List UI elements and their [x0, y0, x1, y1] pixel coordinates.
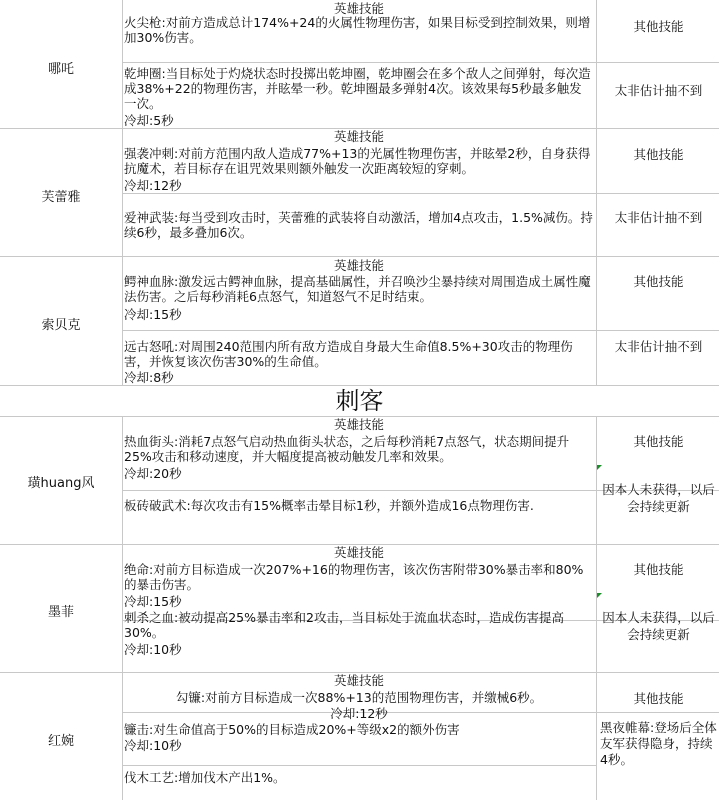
- skill-description: 乾坤圈:当目标处于灼烧状态时投掷出乾坤圈，乾坤圈会在多个敌人之间弹射，每次造成38%+22的物理伤害，并眩晕一秒。乾坤圈最多弹射4次。该效果每5秒最多触发一次。: [124, 66, 591, 111]
- skill-header: 英雄技能: [333, 673, 384, 688]
- skill-header: 英雄技能: [333, 417, 384, 432]
- skill-description: 刺杀之血:被动提高25%暴击率和2攻击，当目标处于流血状态时，造成伤害提高30%。: [124, 610, 564, 640]
- cooldown-text: 冷却:8秒: [124, 370, 174, 385]
- skill-header: 英雄技能: [333, 545, 384, 560]
- skill-description: 板砖破武术:每次攻击有15%概率击晕目标1秒，并额外造成16点物理伤害.: [124, 498, 534, 513]
- note-comment: 太非估计抽不到: [614, 83, 703, 98]
- skill-description: 热血街头:消耗7点怒气启动热血街头状态，之后每秒消耗7点怒气，状态期间提升25%攻击和移动速度，并大幅度提高被动触发几率和效果。: [124, 434, 570, 464]
- hero-name: 红婉: [47, 734, 74, 749]
- cooldown-text: 冷却:10秒: [124, 642, 182, 657]
- note-comment: 因本人未获得，以后会持续更新: [602, 482, 715, 514]
- skill-description: 远古怒吼:对周围240范围内所有敌方造成自身最大生命值8.5%+30攻击的物理伤害，并恢复该次伤害30%的生命值。: [124, 339, 573, 369]
- hero-name: 芙蕾雅: [41, 190, 81, 205]
- skill-header: 英雄技能: [333, 1, 384, 16]
- note-other-skills: 其他技能: [633, 434, 684, 449]
- hero-name: 墨菲: [47, 605, 74, 620]
- skill-description: 火尖枪:对前方造成总计174%+24的火属性物理伤害，如果目标受到控制效果，则增加30%伤害。: [124, 15, 591, 45]
- skill-description: 镰击:对生命值高于50%的目标造成20%+等级x2的额外伤害: [124, 722, 460, 737]
- cooldown-text: 冷却:5秒: [124, 113, 174, 128]
- note-other-skills: 其他技能: [633, 147, 684, 162]
- skill-description: 鳄神血脉:激发远古鳄神血脉，提高基础属性，并召唤沙尘暴持续对周围造成土属性魔法伤害。之后每秒消耗6点怒气，知道怒气不足时结束。: [124, 274, 591, 304]
- skill-description: 爱神武装:每当受到攻击时，芙蕾雅的武装将自动激活，增加4点攻击，1.5%减伤。持续6秒，最多叠加6次。: [124, 210, 593, 240]
- comment-marker-icon: [597, 593, 602, 598]
- hero-name: 璜huang风: [27, 476, 95, 491]
- skill-description: 强袭冲刺:对前方范围内敌人造成77%+13的光属性物理伤害，并眩晕2秒，自身获得抗魔术，若目标存在诅咒效果则额外触发一次距离较短的穿刺。: [124, 146, 591, 176]
- section-header: 刺客: [335, 387, 384, 415]
- hero-name: 哪吒: [47, 62, 74, 77]
- grid-line: [122, 416, 123, 800]
- note-other-skills: 其他技能: [633, 562, 684, 577]
- cooldown-text: 冷却:15秒: [124, 307, 182, 322]
- skill-description: 绝命:对前方目标造成一次207%+16的物理伤害，该次伤害附带30%暴击率和80%的暴击伤害。: [124, 562, 584, 592]
- cooldown-text: 冷却:12秒: [330, 706, 388, 721]
- skill-description: 勾镰:对前方目标造成一次88%+13的范围物理伤害，并缴械6秒。: [175, 690, 543, 705]
- cooldown-text: 冷却:15秒: [124, 594, 182, 609]
- comment-marker-icon: [597, 465, 602, 470]
- hero-name: 索贝克: [41, 318, 81, 333]
- cooldown-text: 冷却:12秒: [124, 178, 182, 193]
- skill-header: 英雄技能: [333, 129, 384, 144]
- grid-line: [122, 193, 719, 194]
- grid-line: [122, 765, 596, 766]
- cooldown-text: 冷却:20秒: [124, 466, 182, 481]
- grid-line: [0, 256, 719, 257]
- skill-header: 英雄技能: [333, 258, 384, 273]
- note-comment: 太非估计抽不到: [614, 210, 703, 225]
- note-other-skills: 其他技能: [633, 691, 684, 706]
- note-comment: 黑夜帷幕:登场后全体友军获得隐身，持续4秒。: [600, 720, 717, 767]
- cooldown-text: 冷却:10秒: [124, 738, 182, 753]
- note-comment: 因本人未获得，以后会持续更新: [602, 610, 715, 642]
- note-comment: 太非估计抽不到: [614, 339, 703, 354]
- grid-line: [596, 416, 597, 800]
- skill-description: 伐木工艺:增加伐木产出1%。: [124, 770, 286, 785]
- grid-line: [122, 62, 719, 63]
- note-other-skills: 其他技能: [633, 19, 684, 34]
- grid-line: [122, 330, 719, 331]
- note-other-skills: 其他技能: [633, 274, 684, 289]
